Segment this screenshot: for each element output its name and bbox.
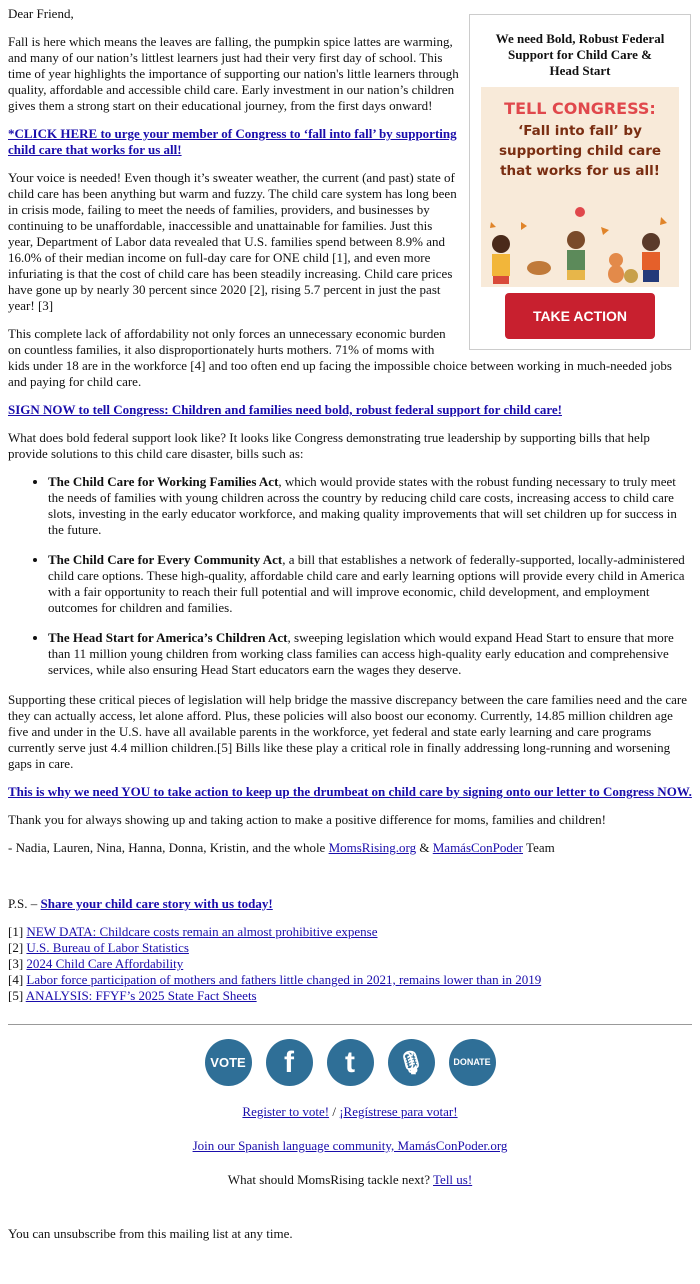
take-action-link[interactable]: This is why we need YOU to take action to keep up the drumbeat on child care by signing onto our letter to Congress NOW. [8,784,692,799]
bill-text: , which would provide states with the robust funding necessary to truly meet the needs of families with young children across the country by reducing child care costs, increasing access to child care slots, investing in the early educator workforce, and making quality improvements that will set children up for success in the future. [48,474,677,537]
signature-team: Team [523,840,555,855]
vote-icon[interactable]: VOTE [205,1039,252,1086]
voice-paragraph: Your voice is needed! Even though it’s sweater weather, the current (and past) state of child care has been anything but warm and fuzzy. The child care system has long been in crisis mode, failing to meet the needs of families, providers, and businesses by continuing to be unaffordable, inaccessible and unattainable for families. Just this year, Department of Labor data revealed that U.S. families spend between 8.9% and 16.0% of their median income on full-day care for ONE child [1], and even more infuriating is that the cost of child care has been steadily increasing. Child care prices have gone up by nearly 30 percent since 2020 [2], rising 5.7 percent in just the past year! [3] [8,170,457,313]
affordability-paragraph: This complete lack of affordability not only forces an unnecessary economic burden on countless families, it also disproportionately hurts mothers. 71% of moms with kids under 18 are in the workforce [4] and too often end up facing the impossible choice between working in much-needed jobs and paying for child care. [8,326,672,389]
register-link[interactable]: Register to vote! [242,1104,330,1119]
list-item [48,630,692,678]
legislation-paragraph: Supporting these critical pieces of legislation will help bridge the massive discrepancy between the care families need and the care they can actually access, let alone afford. Plus, these policies will also boost our economy. Currently, 14.85 million children age five and under in the U.S. have all available parents in the workforce, yet federal and state early learning and care programs currently serve just 4.4 million children.[5] Bills like these play a critical role in finally addressing long-running and worsening gaps in care. [8,692,687,771]
registrese-link[interactable]: ¡Regístrese para votar! [339,1104,458,1119]
federal-support-paragraph: What does bold federal support look like? It looks like Congress demonstrating true leadership by supporting bills that help provide solutions to this child care disaster, bills such as: [8,430,650,461]
signature-text: - Nadia, Lauren, Nina, Hanna, Donna, Kristin, and the whole [8,840,329,855]
reference-link[interactable]: ANALYSIS: FFYF’s 2025 State Fact Sheets [25,988,257,1003]
intro-paragraph: Fall is here which means the leaves are falling, the pumpkin spice lattes are warming, and many of our nation’s littlest learners just had their very first day of school. This time of year highlights the importance of supporting our nation's little learners through quality, affordable and accessible child care. Early investment in our nation’s children gives them a strong start on their educational journey, from the first days onward! [8,34,459,113]
unsubscribe-text: You can unsubscribe from this mailing list at any time. [8,1226,293,1241]
ampersand: & [416,840,433,855]
reference-item [8,972,692,988]
ref-number: [3] [8,956,27,971]
tackle-text: What should MomsRising tackle next? [227,1172,434,1187]
bill-text: , a bill that establishes a network of federally-supported, locally-administered child care options. These high-quality, affordable child care and early learning options will provide every child in America with a fair opportunity to reach their full potential and will improve economic, child development, and employment outcomes for children and families. [48,552,685,615]
bill-text: , sweeping legislation which would expand Head Start to ensure that more than 11 million young children from working class families can access high-quality early education and comprehensive services, while also ensuring Head Start educators earn the wages they deserve. [48,630,674,677]
ref-number: [4] [8,972,27,987]
campaign-banner-image[interactable] [481,87,679,287]
ref-number: [2] [8,940,27,955]
tell-us-link[interactable]: Tell us! [433,1172,473,1187]
tackle-line [8,1172,692,1188]
reference-link[interactable]: U.S. Bureau of Labor Statistics [26,940,189,955]
thank-you-paragraph: Thank you for always showing up and taking action to make a positive difference for moms, families and children! [8,812,606,827]
donate-icon[interactable]: DONATE [449,1039,496,1086]
reference-link[interactable]: NEW DATA: Childcare costs remain an almost prohibitive expense [26,924,378,939]
ref-number: [5] [8,988,26,1003]
sidebar-heading: We need Bold, Robust Federal Support for Child Care & Head Start [495,31,665,78]
children-autumn-illustration [481,202,679,287]
spanish-line [8,1138,692,1154]
ref-number: [1] [8,924,27,939]
take-action-button[interactable]: TAKE ACTION [505,293,655,339]
reference-item [8,988,692,1004]
bill-name: The Head Start for America’s Children Act [48,630,288,645]
click-here-link[interactable]: *CLICK HERE to urge your member of Congress to ‘fall into fall’ by supporting child care that works for us all! [8,126,457,157]
banner-title: TELL CONGRESS: [504,99,656,118]
footer-icons [8,1039,692,1086]
mamasconpoder-link[interactable]: MamásConPoder [432,840,524,855]
facebook-icon[interactable]: f [266,1039,313,1086]
reference-link[interactable]: 2024 Child Care Affordability [26,956,184,971]
bills-list [8,474,692,678]
separator: / [329,1104,340,1119]
register-line [8,1104,692,1120]
twitter-icon[interactable]: t [327,1039,374,1086]
bill-name: The Child Care for Every Community Act [48,552,283,567]
list-item [48,552,692,616]
postscript [8,896,692,912]
reference-item [8,956,692,972]
signature [8,840,692,856]
share-story-link[interactable]: Share your child care story with us today! [40,896,273,911]
reference-item [8,924,692,940]
reference-item [8,940,692,956]
microphone-icon[interactable]: 🎙 [388,1039,435,1086]
footer-divider [8,1024,692,1025]
sign-now-link[interactable]: SIGN NOW to tell Congress: Children and families need bold, robust federal support for child care! [8,402,562,417]
momsrising-link[interactable]: MomsRising.org [328,840,417,855]
action-sidebar [469,14,691,350]
references [8,924,692,1004]
ps-label: P.S. – [8,896,41,911]
reference-link[interactable]: Labor force participation of mothers and fathers little changed in 2021, remains lower than in 2019 [26,972,542,987]
bill-name: The Child Care for Working Families Act [48,474,279,489]
greeting: Dear Friend, [8,6,74,21]
spanish-community-link[interactable]: Join our Spanish language community, MamásConPoder.org [192,1138,508,1153]
list-item [48,474,692,538]
banner-text: ‘Fall into fall’ by supporting child care that works for us all! [498,123,662,179]
